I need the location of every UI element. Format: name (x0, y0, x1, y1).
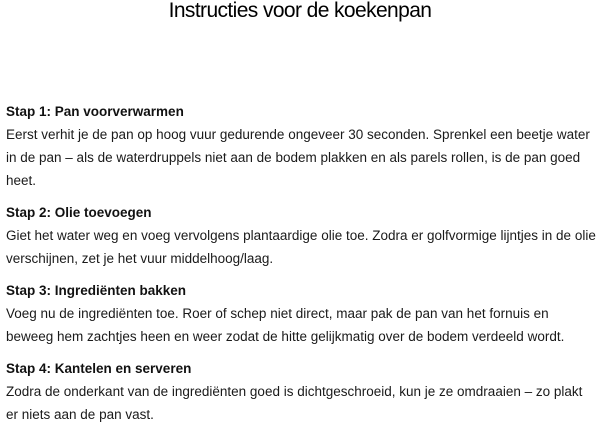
step-4 (6, 360, 596, 426)
step-text: Eerst verhit je de pan op hoog vuur gedurende ongeveer 30 seconden. Sprenkel een beetje water in de pan – als de waterdruppels niet aan de bodem plakken en als parels rollen, is de pan goed heet. (6, 127, 590, 188)
steps-list (6, 103, 596, 438)
step-heading: Stap 2: Olie toevoegen (6, 205, 152, 220)
step-heading: Stap 1: Pan voorverwarmen (6, 104, 184, 119)
document-title: Instructies voor de koekenpan (168, 0, 432, 22)
step-1 (6, 103, 596, 192)
step-text: Voeg nu de ingrediënten toe. Roer of schep niet direct, maar pak de pan van het fornuis en beweeg hem zachtjes heen en weer zodat de hitte gelijkmatig over de bodem verdeeld wordt. (6, 306, 565, 344)
step-heading: Stap 3: Ingrediënten bakken (6, 283, 187, 298)
step-2 (6, 204, 596, 270)
step-3 (6, 282, 596, 348)
step-text: Giet het water weg en voeg vervolgens plantaardige olie toe. Zodra er golfvormige lijntjes in de olie verschijnen, zet je het vuur middelhoog/laag. (6, 228, 596, 266)
step-text: Zodra de onderkant van de ingrediënten goed is dichtgeschroeid, kun je ze omdraaien – zo plakt er niets aan de pan vast. (6, 384, 583, 422)
step-heading: Stap 4: Kantelen en serveren (6, 361, 192, 376)
